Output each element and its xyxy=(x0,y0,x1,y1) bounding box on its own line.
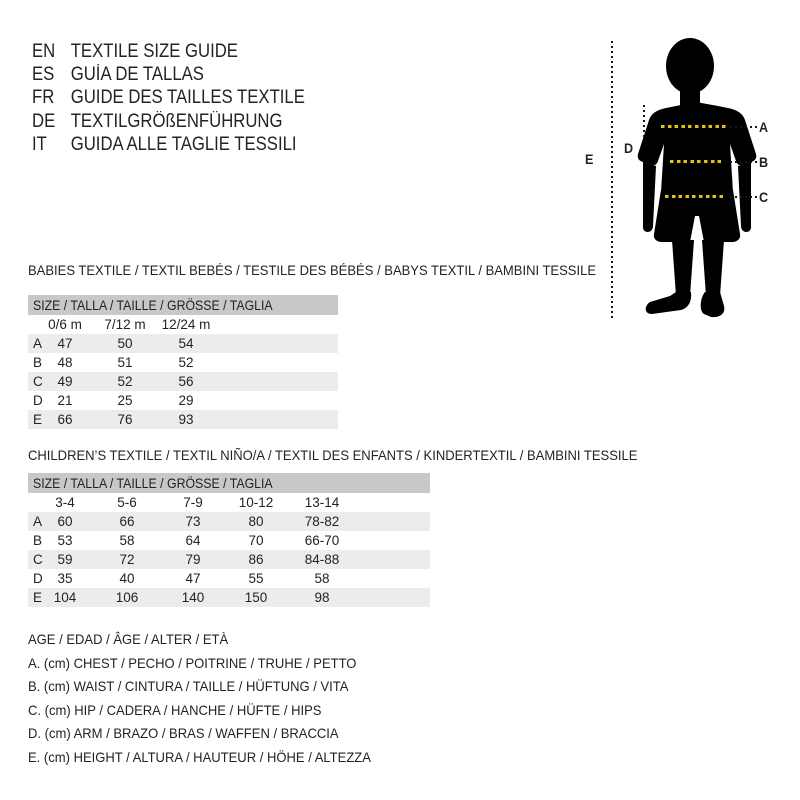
row-label: C xyxy=(33,552,43,567)
table-cell: 50 xyxy=(117,336,133,351)
table-row xyxy=(28,512,430,531)
age-column-header: 10-12 xyxy=(238,495,274,510)
table-cell: 73 xyxy=(185,514,201,529)
age-column-header: 7/12 m xyxy=(104,317,146,332)
language-code: DE xyxy=(32,110,56,132)
legend-line-text: AGE / EDAD / ÂGE / ALTER / ETÀ xyxy=(28,631,229,647)
table-cell: 40 xyxy=(119,571,135,586)
table-cell: 140 xyxy=(181,590,205,605)
row-label: E xyxy=(33,412,43,427)
table-cell: 25 xyxy=(117,393,133,408)
language-row-text xyxy=(32,40,238,63)
child-silhouette xyxy=(636,30,758,322)
table-cell: 52 xyxy=(117,374,133,389)
row-label: D xyxy=(33,571,43,586)
table-cell: 60 xyxy=(57,514,73,529)
table-cell: 53 xyxy=(57,533,73,548)
table-cell: 78-82 xyxy=(304,514,340,529)
language-code: ES xyxy=(32,64,55,86)
measure-label-c: C xyxy=(759,189,769,205)
table-cell: 86 xyxy=(248,552,264,567)
measure-label-b: B xyxy=(759,154,769,170)
children-section-title: CHILDREN’S TEXTILE / TEXTIL NIÑO/A / TEXTIL DES ENFANTS / KINDERTEXTIL / BAMBINI TESSILE xyxy=(28,447,638,463)
age-column-header: 3-4 xyxy=(55,495,75,510)
legend-line xyxy=(28,652,397,676)
language-code: IT xyxy=(32,133,47,155)
table-cell: 59 xyxy=(57,552,73,567)
size-table-header-text: SIZE / TALLA / TAILLE / GRÖSSE / TAGLIA xyxy=(33,475,273,491)
table-cell: 35 xyxy=(57,571,73,586)
legend-line xyxy=(28,675,397,699)
age-column-header: 0/6 m xyxy=(48,317,82,332)
table-cell: 84-88 xyxy=(304,552,340,567)
language-row xyxy=(32,133,342,156)
table-cell: 72 xyxy=(119,552,135,567)
row-label: B xyxy=(33,533,43,548)
table-cell: 51 xyxy=(117,355,133,370)
language-row xyxy=(32,110,342,133)
table-cell: 66 xyxy=(119,514,135,529)
language-title: GUÍA DE TALLAS xyxy=(70,64,204,86)
legend-line xyxy=(28,722,397,746)
language-row-text xyxy=(32,63,204,86)
table-cell: 58 xyxy=(119,533,135,548)
measure-label-e: E xyxy=(585,151,594,167)
legend-line-text: A. (cm) CHEST / PECHO / POITRINE / TRUHE / PETTO xyxy=(28,654,357,671)
measure-label-d: D xyxy=(624,140,634,156)
table-cell: 64 xyxy=(185,533,201,548)
table-cell: 76 xyxy=(117,412,133,427)
legend-line-text: B. (cm) WAIST / CINTURA / TAILLE / HÜFTUNG / VITA xyxy=(28,678,349,694)
size-table-header xyxy=(28,295,338,315)
waist-measure-dots xyxy=(730,161,757,163)
chest-measure-dashes xyxy=(661,125,727,128)
table-cell: 150 xyxy=(244,590,268,605)
table-cell: 80 xyxy=(248,514,264,529)
table-cell: 52 xyxy=(178,355,194,370)
language-row xyxy=(32,40,342,63)
table-cell: 47 xyxy=(185,571,201,586)
children-size-table xyxy=(28,473,430,607)
language-row-text xyxy=(32,133,297,156)
age-header-row xyxy=(28,493,430,512)
language-title-list xyxy=(32,40,342,156)
table-cell: 49 xyxy=(57,374,73,389)
table-row xyxy=(28,353,338,372)
age-column-header: 7-9 xyxy=(183,495,203,510)
legend-line xyxy=(28,699,397,723)
table-row xyxy=(28,569,430,588)
table-cell: 70 xyxy=(248,533,264,548)
table-cell: 93 xyxy=(178,412,194,427)
table-row xyxy=(28,391,338,410)
language-row-text xyxy=(32,110,283,133)
language-row-text xyxy=(32,86,305,109)
language-title: TEXTILGRÖßENFÜHRUNG xyxy=(70,110,283,132)
table-row xyxy=(28,588,430,607)
language-row xyxy=(32,63,342,86)
table-cell: 66-70 xyxy=(304,533,340,548)
language-row xyxy=(32,86,342,109)
row-label: A xyxy=(33,336,43,351)
table-cell: 58 xyxy=(314,571,330,586)
age-column-header: 5-6 xyxy=(117,495,137,510)
row-label: B xyxy=(33,355,43,370)
table-cell: 29 xyxy=(178,393,194,408)
legend-line xyxy=(28,628,397,652)
measurement-legend xyxy=(28,628,397,769)
waist-measure-dashes xyxy=(670,160,723,163)
hip-measure-dashes xyxy=(665,195,723,198)
row-label: A xyxy=(33,514,43,529)
table-cell: 55 xyxy=(248,571,264,586)
table-cell: 48 xyxy=(57,355,73,370)
babies-section-title: BABIES TEXTILE / TEXTIL BEBÉS / TESTILE DES BÉBÉS / BABYS TEXTIL / BAMBINI TESSILE xyxy=(28,262,597,278)
chest-measure-dots xyxy=(730,126,757,128)
table-cell: 47 xyxy=(57,336,73,351)
table-row xyxy=(28,531,430,550)
table-row xyxy=(28,410,338,429)
language-title: GUIDA ALLE TAGLIE TESSILI xyxy=(70,133,297,155)
babies-size-table xyxy=(28,295,338,429)
table-row xyxy=(28,372,338,391)
row-label: E xyxy=(33,590,43,605)
legend-line-text: C. (cm) HIP / CADERA / HANCHE / HÜFTE / HIPS xyxy=(28,701,322,718)
legend-line-text: D. (cm) ARM / BRAZO / BRAS / WAFFEN / BRACCIA xyxy=(28,725,339,741)
size-table-header-text: SIZE / TALLA / TAILLE / GRÖSSE / TAGLIA xyxy=(33,297,273,313)
table-cell: 56 xyxy=(178,374,194,389)
table-cell: 66 xyxy=(57,412,73,427)
age-column-header: 13-14 xyxy=(304,495,340,510)
table-row xyxy=(28,334,338,353)
size-table-header xyxy=(28,473,430,493)
language-title: GUIDE DES TAILLES TEXTILE xyxy=(70,87,305,109)
hip-measure-dots xyxy=(730,196,757,198)
age-header-row xyxy=(28,315,338,334)
row-label: C xyxy=(33,374,43,389)
row-label: D xyxy=(33,393,43,408)
table-cell: 79 xyxy=(185,552,201,567)
measure-label-a: A xyxy=(759,119,769,135)
table-cell: 104 xyxy=(53,590,77,605)
language-code: EN xyxy=(32,41,56,62)
table-cell: 54 xyxy=(178,336,194,351)
legend-line xyxy=(28,746,397,770)
table-cell: 21 xyxy=(57,393,73,408)
table-cell: 106 xyxy=(115,590,139,605)
table-row xyxy=(28,550,430,569)
language-code: FR xyxy=(32,87,55,109)
language-title: TEXTILE SIZE GUIDE xyxy=(70,41,238,62)
age-column-header: 12/24 m xyxy=(161,317,211,332)
table-cell: 98 xyxy=(314,590,330,605)
legend-line-text: E. (cm) HEIGHT / ALTURA / HAUTEUR / HÖHE / ALTEZZA xyxy=(28,748,371,765)
